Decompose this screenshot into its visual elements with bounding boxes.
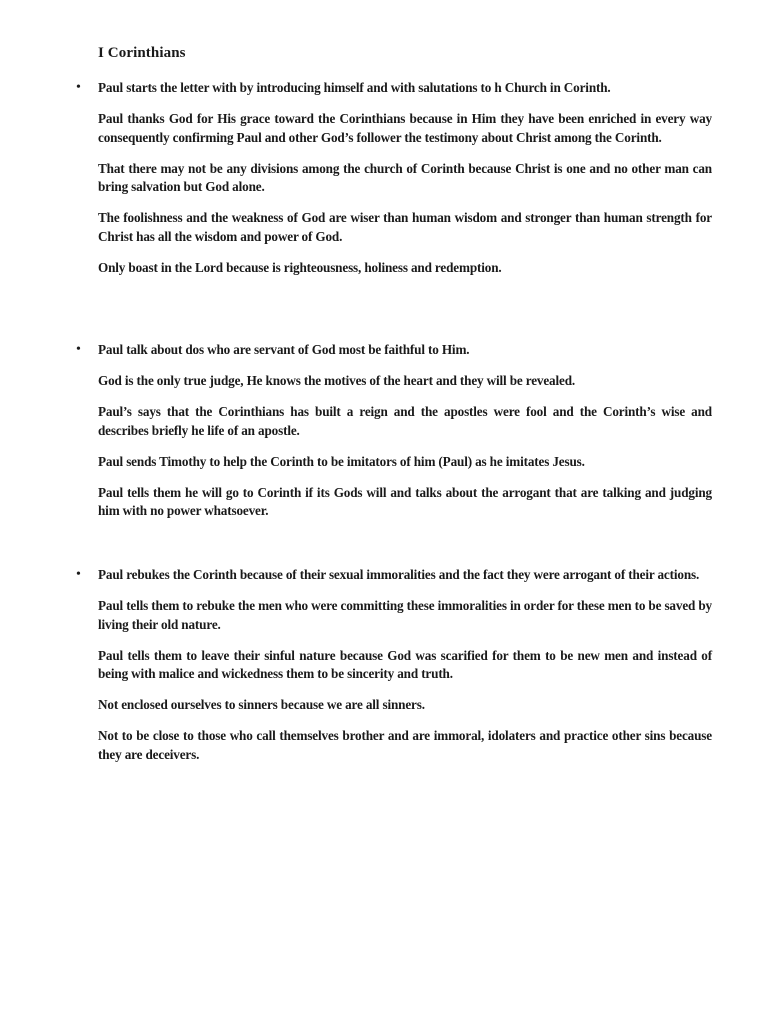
paragraph: The foolishness and the weakness of God are wiser than human wisdom and stronger than human strength for Christ has all the wisdom and power of God. (98, 210, 712, 244)
paragraph: Not to be close to those who call themselves brother and are immoral, idolaters and practice other sins because they are deceivers. (98, 728, 712, 762)
paragraph: That there may not be any divisions among the church of Corinth because Christ is one and no other man can bring salvation but God alone. (98, 160, 712, 194)
paragraph: Paul’s says that the Corinthians has built a reign and the apostles were fool and the Corinth’s wise and describes briefly he life of an apostle. (98, 404, 712, 438)
paragraph: Not enclosed ourselves to sinners because we are all sinners. (98, 697, 425, 712)
paragraph: Paul thanks God for His grace toward the Corinthians because in Him they have been enriched in every way consequently confirming Paul and other God’s follower the testimony about Christ among the Corinth. (98, 111, 712, 145)
section-2 (76, 341, 712, 533)
bullet-icon: • (76, 342, 81, 357)
paragraph: Paul tells them to rebuke the men who were committing these immoralities in order for these men to be saved by living their old nature. (98, 598, 712, 632)
bullet-icon: • (76, 80, 81, 95)
document-title: I Corinthians (98, 45, 186, 61)
paragraph: Paul starts the letter with by introducing himself and with salutations to h Church in Corinth. (98, 80, 611, 95)
section-3 (76, 566, 712, 777)
paragraph: Only boast in the Lord because is righteousness, holiness and redemption. (98, 259, 502, 275)
paragraph: Paul tells them he will go to Corinth if its Gods will and talks about the arrogant that are talking and judging him with no power whatsoever. (98, 484, 712, 518)
section-1 (76, 79, 712, 290)
paragraph: Paul talk about dos who are servant of God most be faithful to Him. (98, 342, 470, 357)
bullet-icon: • (76, 567, 81, 582)
paragraph: Paul tells them to leave their sinful nature because God was scarified for them to be new men and instead of being with malice and wickedness them to be sincerity and truth. (98, 647, 712, 681)
paragraph: God is the only true judge, He knows the motives of the heart and they will be revealed. (98, 373, 576, 388)
paragraph: Paul rebukes the Corinth because of their sexual immoralities and the fact they were arrogant of their actions. (98, 567, 700, 582)
paragraph: Paul sends Timothy to help the Corinth to be imitators of him (Paul) as he imitates Jesus. (98, 453, 585, 469)
